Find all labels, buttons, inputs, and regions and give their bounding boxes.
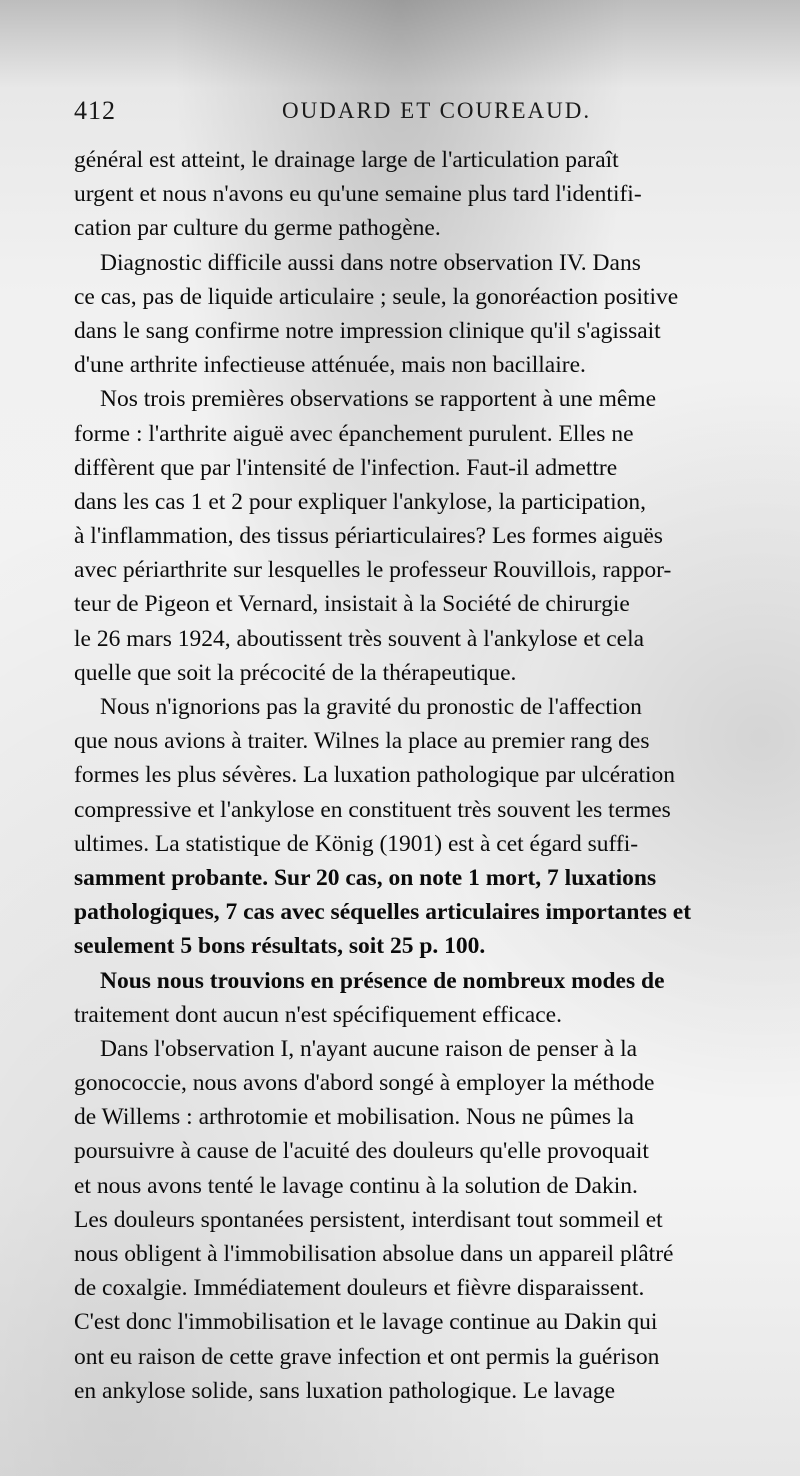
text-line: compressive et l'ankylose en constituent très souvent les termes bbox=[74, 796, 671, 823]
page-header bbox=[74, 96, 760, 132]
page-number: 412 bbox=[74, 96, 116, 125]
text-line: seulement 5 bons résultats, soit 25 p. 100. bbox=[74, 933, 486, 960]
text-line: cation par culture du germe pathogène. bbox=[74, 215, 441, 242]
text-line: Nous nous trouvions en présence de nombreux modes de bbox=[100, 967, 665, 994]
text-line: ce cas, pas de liquide articulaire ; seule, la gonoréaction positive bbox=[74, 283, 679, 310]
text-line: nous obligent à l'immobilisation absolue dans un appareil plâtré bbox=[74, 1241, 674, 1267]
text-line: dans les cas 1 et 2 pour expliquer l'ankylose, la participation, bbox=[74, 488, 646, 515]
text-line: général est atteint, le drainage large de l'articulation paraît bbox=[74, 147, 619, 173]
text-line: Dans l'observation I, n'ayant aucune raison de penser à la bbox=[100, 1035, 638, 1062]
text-line: en ankylose solide, sans luxation pathologique. Le lavage bbox=[74, 1377, 616, 1404]
text-line: de coxalgie. Immédiatement douleurs et fièvre disparaissent. bbox=[74, 1275, 645, 1302]
text-line: teur de Pigeon et Vernard, insistait à la Société de chirurgie bbox=[74, 591, 630, 618]
running-head: OUDARD ET COUREAUD. bbox=[282, 98, 592, 123]
text-line: C'est donc l'immobilisation et le lavage continue au Dakin qui bbox=[74, 1309, 658, 1336]
text-line: formes les plus sévères. La luxation pathologique par ulcération bbox=[74, 762, 676, 789]
text-line: que nous avions à traiter. Wilnes la place au premier rang des bbox=[74, 728, 650, 755]
text-line: et nous avons tenté le lavage continu à la solution de Dakin. bbox=[74, 1172, 638, 1199]
text-line: pathologiques, 7 cas avec séquelles articulaires importantes et bbox=[74, 899, 692, 926]
text-line: urgent et nous n'avons eu qu'une semaine plus tard l'identifi- bbox=[74, 181, 642, 208]
text-line: à l'inflammation, des tissus périarticulaires? Les formes aiguës bbox=[74, 523, 663, 550]
text-line: samment probante. Sur 20 cas, on note 1 mort, 7 luxations bbox=[74, 864, 657, 891]
text-line: traitement dont aucun n'est spécifiquement efficace. bbox=[74, 1001, 562, 1028]
text-line: de Willems : arthrotomie et mobilisation. Nous ne pûmes la bbox=[74, 1104, 634, 1131]
text-line: Nous n'ignorions pas la gravité du pronostic de l'affection bbox=[100, 694, 642, 720]
text-line: gonococcie, nous avons d'abord songé à employer la méthode bbox=[74, 1070, 655, 1097]
text-line: ont eu raison de cette grave infection et ont permis la guérison bbox=[74, 1343, 660, 1370]
text-line: forme : l'arthrite aiguë avec épanchement purulent. Elles ne bbox=[74, 420, 634, 447]
text-line: Les douleurs spontanées persistent, interdisant tout sommeil et bbox=[74, 1206, 663, 1233]
text-line: quelle que soit la précocité de la thérapeutique. bbox=[74, 659, 517, 686]
body-text bbox=[74, 143, 764, 1408]
text-line: poursuivre à cause de l'acuité des douleurs qu'elle provoquait bbox=[74, 1138, 649, 1165]
text-line: ultimes. La statistique de König (1901) est à cet égard suffi- bbox=[74, 830, 639, 857]
text-line: le 26 mars 1924, aboutissent très souvent à l'ankylose et cela bbox=[74, 625, 645, 652]
text-line: dans le sang confirme notre impression clinique qu'il s'agissait bbox=[74, 317, 661, 344]
text-line: Diagnostic difficile aussi dans notre observation IV. Dans bbox=[100, 249, 641, 276]
text-line: diffèrent que par l'intensité de l'infection. Faut-il admettre bbox=[74, 454, 618, 481]
text-line: Nos trois premières observations se rapportent à une même bbox=[100, 386, 657, 413]
text-line: d'une arthrite infectieuse atténuée, mais non bacillaire. bbox=[74, 352, 586, 379]
text-line: avec périarthrite sur lesquelles le professeur Rouvillois, rappor- bbox=[74, 557, 672, 584]
